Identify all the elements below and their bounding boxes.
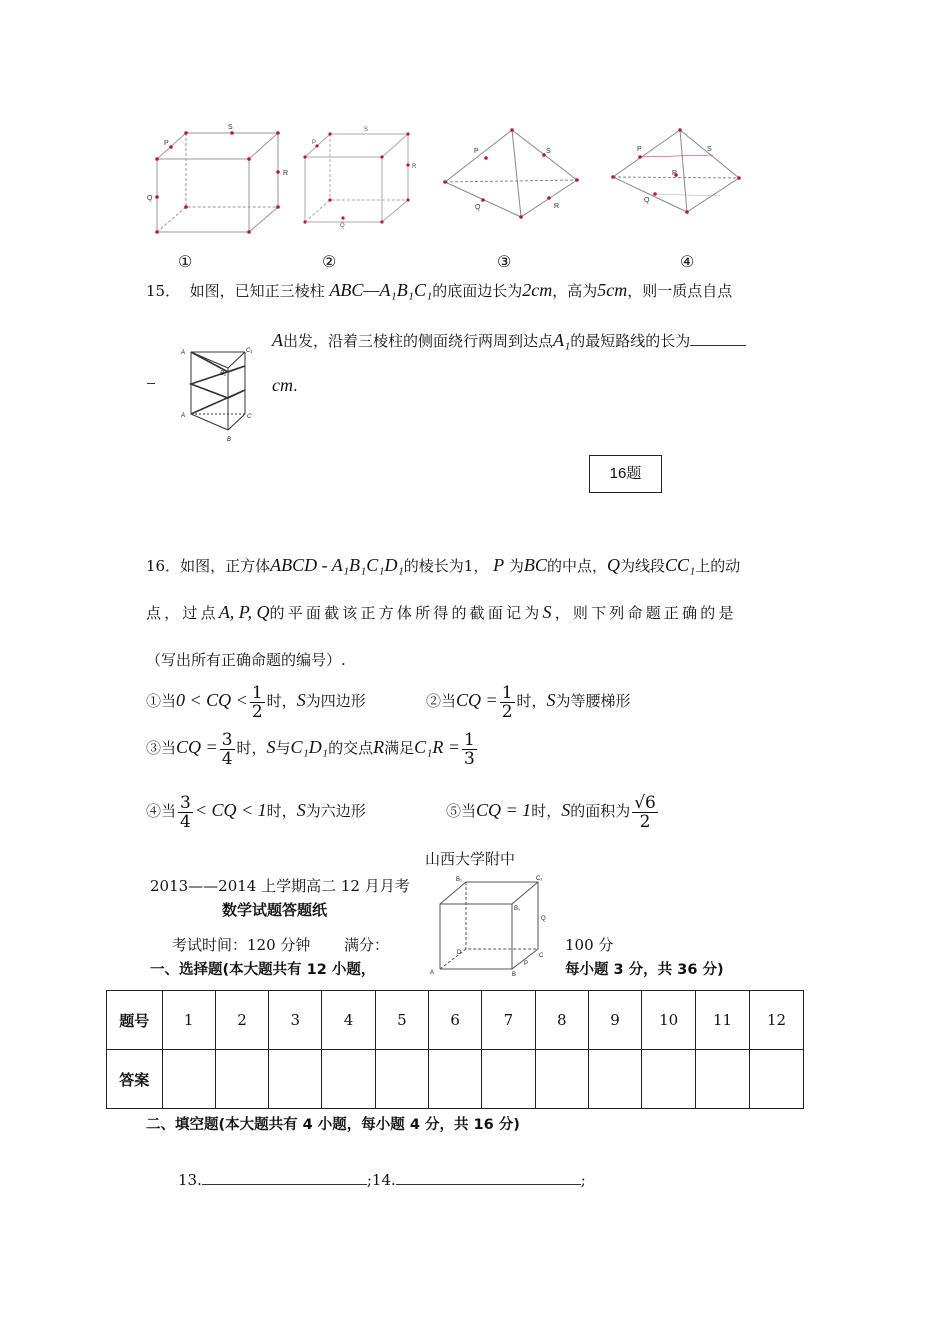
fill-blanks-row: 13. ;14. ; bbox=[178, 1171, 586, 1189]
q15-answer-blank[interactable] bbox=[690, 345, 746, 346]
term-title: 2013——2014 上学期高二 12 月月考 bbox=[150, 877, 410, 895]
table-cell-number: 9 bbox=[588, 991, 641, 1050]
figure-row bbox=[140, 120, 760, 245]
full-score-label: 满分： bbox=[344, 936, 390, 954]
answer-table bbox=[106, 990, 804, 1109]
answer-cell[interactable] bbox=[749, 1050, 803, 1109]
svg-text:B₁: B₁ bbox=[514, 906, 521, 912]
table-cell-number: 6 bbox=[429, 991, 482, 1050]
answer-cell[interactable] bbox=[535, 1050, 588, 1109]
table-cell-number: 4 bbox=[322, 991, 375, 1050]
section-1-title-a: 一、选择题(本大题共有 12 小题， bbox=[150, 962, 376, 978]
svg-text:P: P bbox=[524, 961, 529, 967]
box-16-label: 16题 bbox=[589, 455, 662, 493]
svg-text:R: R bbox=[283, 170, 289, 177]
table-header-answer: 答案 bbox=[107, 1050, 163, 1109]
table-cell-number: 1 bbox=[162, 991, 215, 1050]
svg-text:B₁: B₁ bbox=[456, 877, 463, 883]
svg-text:R: R bbox=[554, 203, 560, 210]
q16-option-1: ①当0 < CQ < $\frac{1}{2}$ 时，S为四边形 bbox=[146, 682, 366, 722]
q16-line2: 点，过点A, P, Q的平面截该正方体所得的截面记为S，则下列命题正确的是 bbox=[146, 602, 737, 622]
svg-text:A: A bbox=[181, 350, 186, 356]
q15-line3: cm. bbox=[272, 375, 298, 395]
answer-cell[interactable] bbox=[162, 1050, 215, 1109]
svg-text:Q: Q bbox=[340, 223, 345, 229]
section-1-title-b: 每小题 3 分，共 36 分) bbox=[565, 962, 724, 978]
svg-text:C: C bbox=[247, 414, 252, 420]
svg-text:B: B bbox=[512, 972, 517, 977]
table-cell-number: 11 bbox=[696, 991, 750, 1050]
svg-text:B₁: B₁ bbox=[220, 371, 226, 377]
figure-label-4: ④ bbox=[680, 252, 695, 271]
q16-option-5: ⑤当CQ = 1时，S的面积为 $\frac{√6}{2}$ bbox=[446, 792, 656, 832]
answer-cell[interactable] bbox=[215, 1050, 268, 1109]
table-row-numbers bbox=[107, 991, 804, 1050]
q15-line1: 15． 如图，已知正三棱柱 ABC—A₁B₁C₁的底面边长为2cm，高为5cm，则一质点自点 bbox=[146, 280, 733, 300]
q15-line2: A出发，沿着三棱柱的侧面绕行两周到达点A₁的最短路线的长为 bbox=[272, 330, 746, 351]
table-cell-number: 7 bbox=[482, 991, 535, 1050]
answer-cell[interactable] bbox=[429, 1050, 482, 1109]
svg-text:S: S bbox=[364, 127, 369, 133]
sheet-title: 数学试题答题纸 bbox=[222, 901, 328, 919]
q16-line3: （写出所有正确命题的编号）. bbox=[146, 651, 346, 669]
svg-text:S: S bbox=[707, 146, 712, 153]
svg-text:S: S bbox=[546, 148, 551, 155]
answer-cell[interactable] bbox=[696, 1050, 750, 1109]
q15-prism-figure bbox=[178, 342, 258, 444]
figure-label-2: ② bbox=[322, 252, 337, 271]
svg-text:C₁: C₁ bbox=[246, 348, 253, 354]
answer-cell[interactable] bbox=[375, 1050, 428, 1109]
figure-label-1: ① bbox=[178, 252, 193, 271]
table-row-answers bbox=[107, 1050, 804, 1109]
answer-cell[interactable] bbox=[588, 1050, 641, 1109]
figure-1-cube bbox=[157, 133, 278, 232]
svg-text:A: A bbox=[430, 970, 435, 976]
table-cell-number: 2 bbox=[215, 991, 268, 1050]
svg-text:D: D bbox=[457, 950, 462, 956]
answer-blank-13[interactable] bbox=[202, 1184, 367, 1185]
figure-label-3: ③ bbox=[497, 252, 512, 271]
answer-cell[interactable] bbox=[269, 1050, 322, 1109]
table-cell-number: 12 bbox=[749, 991, 803, 1050]
section-2-title: 二、填空题(本大题共有 4 小题，每小题 4 分，共 16 分) bbox=[146, 1117, 520, 1133]
svg-text:C: C bbox=[539, 953, 544, 959]
q16-option-3: ③当CQ = $\frac{3}{4}$ 时，S与C₁D₁的交点R满足C₁R = $\frac{1}{3}$ bbox=[146, 729, 475, 769]
svg-text:R: R bbox=[672, 170, 678, 177]
svg-text:A: A bbox=[181, 413, 186, 419]
svg-text:P: P bbox=[637, 146, 642, 153]
table-cell-number: 3 bbox=[269, 991, 322, 1050]
table-header-number: 题号 bbox=[107, 991, 163, 1050]
svg-text:Q: Q bbox=[147, 195, 153, 202]
svg-text:R: R bbox=[412, 164, 417, 170]
exam-time: 考试时间：120 分钟 bbox=[172, 936, 311, 954]
svg-text:S: S bbox=[228, 124, 233, 131]
answer-blank-14[interactable] bbox=[396, 1184, 581, 1185]
table-cell-number: 10 bbox=[642, 991, 696, 1050]
answer-cell[interactable] bbox=[642, 1050, 696, 1109]
svg-text:B: B bbox=[227, 437, 232, 443]
svg-text:P: P bbox=[312, 140, 317, 146]
answer-cell[interactable] bbox=[482, 1050, 535, 1109]
q16-option-2: ②当CQ = $\frac{1}{2}$ 时，S为等腰梯形 bbox=[426, 682, 631, 722]
svg-text:C₁: C₁ bbox=[536, 876, 543, 882]
answer-cell[interactable] bbox=[322, 1050, 375, 1109]
cube-figure bbox=[428, 872, 553, 977]
q16-line1: 16．如图，正方体ABCD - A₁B₁C₁D₁的棱长为1， P 为BC的中点，Q为线段CC₁上的动 bbox=[146, 555, 741, 575]
svg-text:Q: Q bbox=[475, 204, 481, 211]
table-cell-number: 5 bbox=[375, 991, 428, 1050]
school-name: 山西大学附中 bbox=[425, 850, 516, 868]
q15-margin-dash bbox=[147, 383, 155, 384]
svg-text:P: P bbox=[164, 140, 169, 147]
q16-option-4: ④当 $\frac{3}{4}$ < CQ < 1时，S为六边形 bbox=[146, 792, 366, 832]
table-cell-number: 8 bbox=[535, 991, 588, 1050]
svg-text:Q: Q bbox=[541, 916, 546, 922]
full-score-value: 100 分 bbox=[565, 936, 614, 954]
svg-text:Q: Q bbox=[644, 197, 650, 204]
figure-2-cube bbox=[305, 134, 408, 222]
svg-text:P: P bbox=[474, 148, 479, 155]
